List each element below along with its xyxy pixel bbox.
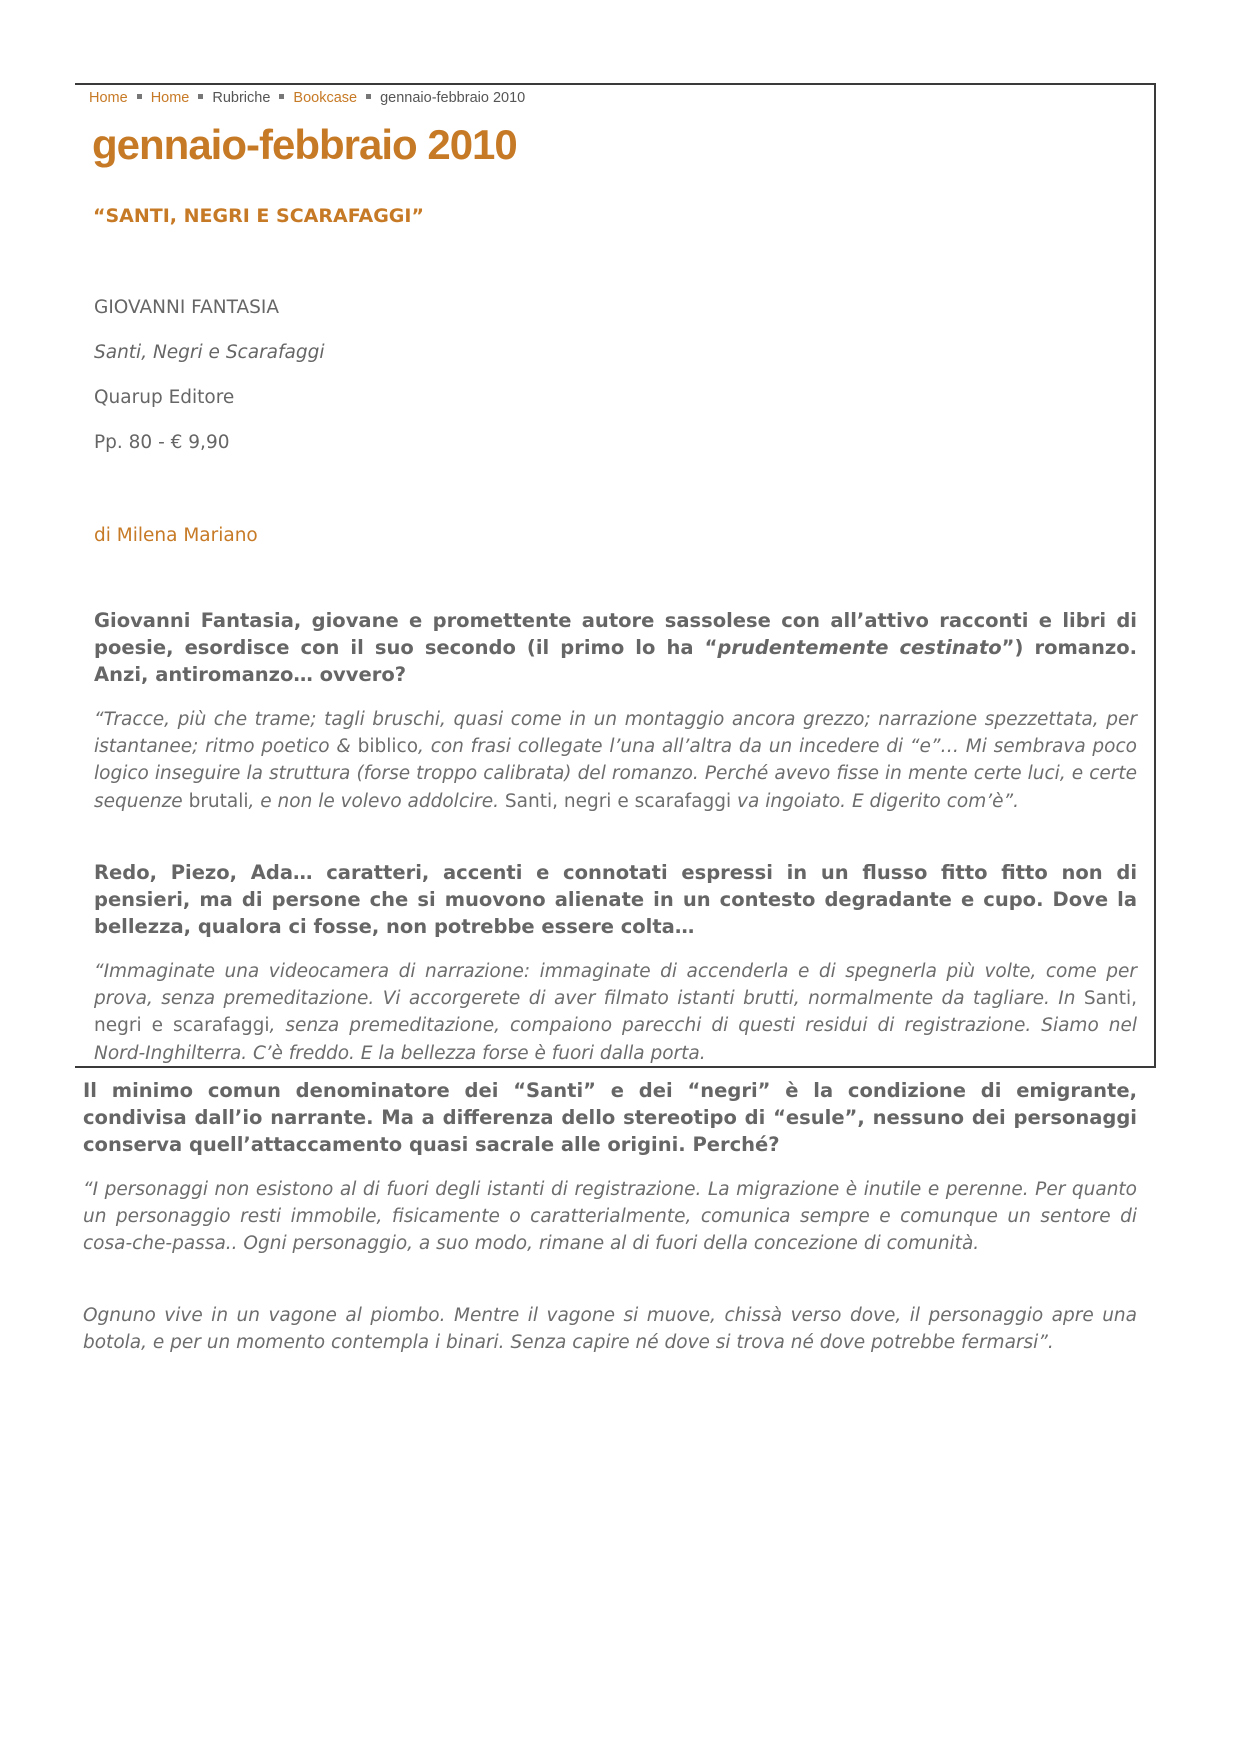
answer-1-text-2: , con frasi collegate l’una all’altra da un incedere di “e”… Mi sembrava poco logico inseguire la struttura (forse troppo calibrata) del romanzo. Perché avevo fisse in mente certe luci, e certe sequenze [94, 736, 1137, 812]
article-byline: di Milena Mariano [94, 525, 258, 546]
breadcrumb-home-link[interactable]: Home [89, 90, 128, 106]
answer-2-book-title: Santi, negri e scarafaggi [94, 988, 1137, 1037]
answer-1-text-end: va ingoiato. E digerito com’è”. [731, 790, 1019, 812]
answer-2 [94, 958, 1137, 1067]
breadcrumb-rubriche: Rubriche [212, 90, 271, 106]
breadcrumb-separator [137, 94, 142, 99]
book-heading: “SANTI, NEGRI E SCARAFAGGI” [93, 205, 424, 227]
answer-1 [94, 706, 1137, 815]
answer-1-text: “Tracce, più che trame; tagli bruschi, quasi come in un montaggio ancora grezzo; narrazione spezzettata, per istantanee; ritmo poetico & [94, 709, 1137, 758]
article-frame [75, 83, 1156, 1068]
question-2: Redo, Piezo, Ada… caratteri, accenti e connotati espressi in un flusso fitto fitto non di pensieri, ma di persone che si muovono alienate in un contesto degradante e cupo. Dove la bellezza, qualora ci fosse, non potrebbe essere colta… [94, 861, 1137, 939]
question-3: Il minimo comun denominatore dei “Santi” e dei “negri” è la condizione di emigrante, condivisa dall’io narrante. Ma a differenza dello stereotipo di “esule”, nessuno dei personaggi conserva quell’attaccamento quasi sacrale alle origini. Perché? [83, 1079, 1137, 1157]
breadcrumb-bookcase-link[interactable]: Bookcase [293, 90, 358, 106]
breadcrumb-current: gennaio-febbraio 2010 [380, 90, 526, 106]
book-publisher: Quarup Editore [94, 387, 235, 408]
question-1-italic: prudentemente cestinato [717, 636, 1002, 660]
book-title: Santi, Negri e Scarafaggi [94, 342, 325, 363]
answer-2-text-end: , senza premeditazione, compaiono parecchi di questi residui di registrazione. Siamo nel Nord-Inghilterra. C’è freddo. E la bellezza forse è fuori dalla porta. [94, 1015, 1138, 1064]
breadcrumb-separator [279, 94, 284, 99]
answer-1-text-3: , e non le volevo addolcire. [248, 790, 505, 812]
answer-3: “I personaggi non esistono al di fuori degli istanti di registrazione. La migrazione è inutile e perenne. Per quanto un personaggio resti immobile, fisicamente o caratterialmente, comunica sempre e comunque un sentore di cosa-che-passa.. Ogni personaggio, a suo modo, rimane al di fuori della concezione di comunità. [83, 1179, 1137, 1255]
question-1 [94, 607, 1137, 689]
page-title: gennaio-febbraio 2010 [92, 121, 517, 168]
breadcrumb-separator [198, 94, 203, 99]
book-author: GIOVANNI FANTASIA [94, 297, 279, 318]
breadcrumb-home-link-2[interactable]: Home [150, 90, 190, 106]
question-1-text: Giovanni Fantasia, giovane e promettente autore sassolese con all’attivo racconti e libri di poesie, esordisce con il suo secondo (il primo lo ha “ [94, 609, 1137, 660]
answer-2-text: “Immaginate una videocamera di narrazione: immaginate di accenderla e di spegnerla più volte, come per prova, senza premeditazione. Vi accorgerete di aver filmato istanti brutti, normalmente da tagliare. In [94, 961, 1137, 1010]
answer-1-upright-2: brutali [188, 790, 249, 812]
question-1-text-end: ”) romanzo. Anzi, antiromanzo… ovvero? [94, 636, 1137, 687]
breadcrumb [89, 90, 525, 106]
answer-1-upright: biblico [357, 736, 419, 758]
breadcrumb-separator [366, 94, 371, 99]
answer-1-book-title: Santi, negri e scarafaggi [504, 790, 732, 812]
answer-4: Ognuno vive in un vagone al piombo. Mentre il vagone si muove, chissà verso dove, il personaggio apre una botola, e per un momento contempla i binari. Senza capire né dove si trova né dove potrebbe fermarsi”. [83, 1305, 1137, 1354]
book-pages-price: Pp. 80 - € 9,90 [94, 432, 230, 453]
